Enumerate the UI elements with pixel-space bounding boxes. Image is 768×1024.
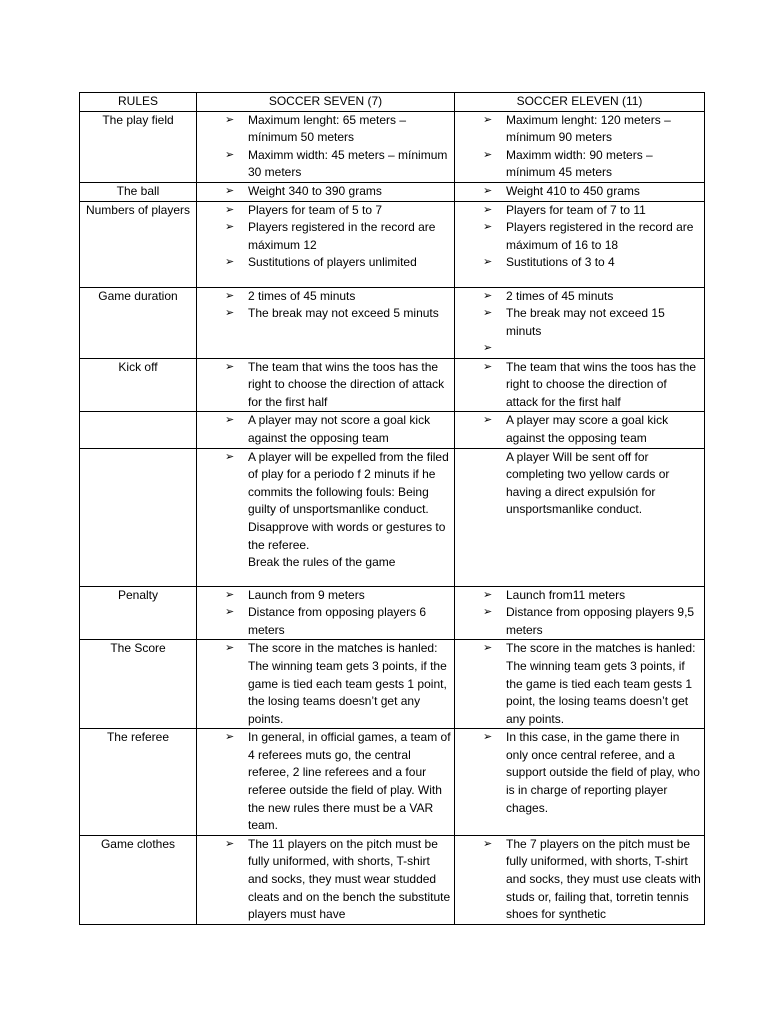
list-item (199, 449, 452, 519)
table-row (80, 111, 705, 182)
bullet-list (199, 202, 452, 272)
soccer-eleven-cell (455, 412, 705, 448)
table-row (80, 640, 705, 729)
bullet-list (457, 112, 702, 182)
soccer-seven-cell (197, 201, 455, 287)
arrow-bullet-icon: ➢ (225, 289, 235, 302)
arrow-bullet-icon: ➢ (483, 837, 493, 850)
list-item (457, 412, 702, 447)
list-item-text: Maximm width: 90 meters – mínimum 45 meters (506, 147, 653, 180)
bullet-list (199, 359, 452, 412)
soccer-seven-cell (197, 835, 455, 924)
list-item-text: The team that wins the toos has the right to choose the direction of attack for the first half (248, 359, 445, 409)
list-item (199, 202, 452, 220)
rule-name-cell: Numbers of players (80, 201, 197, 287)
list-item (457, 836, 702, 924)
list-item-text: 2 times of 45 minuts (248, 288, 356, 303)
bullet-list (199, 729, 452, 835)
bullet-list (199, 449, 452, 572)
list-item-text: A player will be expelled from the filed of play for a periodo f 2 minuts if he commits the following fouls: Being guilty of unsportsmanlike conduct. (248, 449, 449, 517)
list-item (457, 729, 702, 817)
table-row (80, 448, 705, 586)
bullet-list (199, 183, 452, 201)
rule-name-cell (80, 412, 197, 448)
list-item (457, 147, 702, 182)
bullet-list (199, 587, 452, 640)
list-item-text: The 11 players on the pitch must be fully uniformed, with shorts, T-shirt and socks, they must wear studded cleats and on the bench the substitute players must have (248, 836, 451, 922)
arrow-bullet-icon: ➢ (483, 731, 493, 744)
rule-name-cell (80, 448, 197, 586)
bullet-list (457, 288, 702, 355)
soccer-eleven-cell (455, 287, 705, 358)
list-item (457, 254, 702, 272)
list-item-text: The 7 players on the pitch must be fully uniformed, with shorts, T-shirt and socks, they must use cleats with studs or, failing that, torretin tennis shoes for synthetic (506, 836, 701, 922)
soccer-eleven-cell (455, 586, 705, 640)
list-item-text: Maximum lenght: 65 meters – mínimum 50 meters (248, 112, 407, 145)
list-item (457, 112, 702, 147)
bullet-list (457, 640, 702, 728)
bullet-list (457, 183, 702, 201)
soccer-seven-cell (197, 287, 455, 358)
list-item (457, 183, 702, 201)
list-item (199, 587, 452, 605)
list-item (457, 359, 702, 412)
list-item-text: Launch from11 meters (506, 587, 626, 602)
soccer-seven-cell (197, 182, 455, 201)
arrow-bullet-icon: ➢ (225, 731, 235, 744)
rule-name-cell: The Score (80, 640, 197, 729)
bullet-list (199, 112, 452, 182)
arrow-bullet-icon: ➢ (225, 837, 235, 850)
list-item-text: Players for team of 7 to 11 (506, 202, 646, 217)
list-item-text: In this case, in the game there in only once central referee, and a support outside the field of play, who is in charge of reporting player chages. (506, 730, 700, 815)
list-item-text: A player may not score a goal kick against the opposing team (248, 413, 431, 445)
arrow-bullet-icon: ➢ (483, 414, 493, 427)
table-row (80, 835, 705, 924)
list-item (199, 147, 452, 182)
arrow-bullet-icon: ➢ (483, 642, 493, 655)
list-item-text: Maximum lenght: 120 meters – mínimum 90 meters (506, 112, 671, 145)
bullet-list (457, 359, 702, 412)
list-item-text: Players registered in the record are máximum 12 (248, 220, 436, 252)
arrow-bullet-icon: ➢ (225, 414, 235, 427)
soccer-eleven-cell (455, 729, 705, 836)
arrow-bullet-icon: ➢ (225, 221, 235, 234)
arrow-bullet-icon: ➢ (483, 148, 493, 161)
soccer-seven-cell (197, 640, 455, 729)
list-item-text: The break may not exceed 15 minuts (506, 306, 665, 338)
arrow-bullet-icon: ➢ (225, 184, 235, 197)
rule-name-cell: The referee (80, 729, 197, 836)
list-item (199, 640, 452, 728)
arrow-bullet-icon: ➢ (483, 342, 493, 355)
arrow-bullet-icon: ➢ (483, 307, 493, 320)
list-item (199, 729, 452, 835)
header-rules: RULES (80, 93, 197, 112)
arrow-bullet-icon: ➢ (483, 289, 493, 302)
arrow-bullet-icon: ➢ (225, 113, 235, 126)
bullet-list (199, 288, 452, 323)
list-item (457, 305, 702, 340)
bullet-list (457, 449, 702, 519)
bullet-list (199, 640, 452, 728)
list-item (199, 412, 452, 447)
table-row (80, 729, 705, 836)
soccer-seven-cell (197, 358, 455, 412)
bullet-list (457, 587, 702, 640)
arrow-bullet-icon: ➢ (225, 360, 235, 373)
arrow-bullet-icon: ➢ (483, 203, 493, 216)
rule-name-cell: Game duration (80, 287, 197, 358)
list-item-text: The score in the matches is hanled: The winning team gets 3 points, if the game is tied each team gests 1 point, the losing teams doesn’t get any points. (248, 641, 447, 726)
list-item (457, 604, 702, 639)
soccer-seven-cell (197, 586, 455, 640)
table-row (80, 287, 705, 358)
list-item-text: 2 times of 45 minuts (506, 288, 614, 303)
list-item (457, 449, 702, 519)
header-soccer-seven: SOCCER SEVEN (7) (197, 93, 455, 112)
arrow-bullet-icon: ➢ (225, 588, 235, 601)
rule-name-cell: The play field (80, 111, 197, 182)
arrow-bullet-icon: ➢ (483, 113, 493, 126)
list-item (199, 305, 452, 323)
arrow-bullet-icon: ➢ (225, 203, 235, 216)
table-row (80, 412, 705, 448)
list-item (457, 202, 702, 220)
table-row (80, 586, 705, 640)
soccer-eleven-cell (455, 835, 705, 924)
arrow-bullet-icon: ➢ (483, 221, 493, 234)
arrow-bullet-icon: ➢ (483, 256, 493, 269)
list-item (457, 219, 702, 254)
bullet-list (457, 836, 702, 924)
list-item (199, 836, 452, 924)
list-item (199, 359, 452, 412)
list-item (457, 587, 702, 605)
bullet-list (457, 412, 702, 447)
soccer-eleven-cell (455, 111, 705, 182)
arrow-bullet-icon: ➢ (483, 360, 493, 373)
list-item-text: In general, in official games, a team of 4 referees muts go, the central referee, 2 line referees and a four referee outside the field of play. With the new rules there must be a VAR team. (248, 730, 451, 833)
soccer-eleven-cell (455, 358, 705, 412)
arrow-bullet-icon: ➢ (225, 450, 235, 463)
list-item-text: A player Will be sent off for completing two yellow cards or having a direct expulsión for unsportsmanlike conduct. (506, 449, 670, 517)
header-row (80, 93, 705, 112)
table-row (80, 358, 705, 412)
arrow-bullet-icon: ➢ (483, 588, 493, 601)
header-soccer-eleven: SOCCER ELEVEN (11) (455, 93, 705, 112)
list-item-text: The score in the matches is hanled: The winning team gets 3 points, if the game is tied each team gests 1 point, the losing teams doesn’t get any points. (506, 641, 696, 726)
list-item (199, 519, 452, 554)
list-item-text: Weight 410 to 450 grams (506, 183, 640, 198)
bullet-list (457, 202, 702, 272)
list-item-text: Sustitutions of players unlimited (248, 255, 417, 270)
arrow-bullet-icon: ➢ (483, 184, 493, 197)
soccer-seven-cell (197, 111, 455, 182)
list-item-text: Sustitutions of 3 to 4 (506, 255, 615, 270)
soccer-seven-cell (197, 412, 455, 448)
list-item (199, 604, 452, 639)
soccer-seven-cell (197, 729, 455, 836)
arrow-bullet-icon: ➢ (483, 606, 493, 619)
list-item (199, 112, 452, 147)
list-item-text: The team that wins the toos has the right to choose the direction of attack for the first half (506, 359, 697, 409)
arrow-bullet-icon: ➢ (225, 642, 235, 655)
list-item-text: Distance from opposing players 6 meters (248, 605, 427, 637)
list-item (199, 554, 452, 572)
arrow-bullet-icon: ➢ (225, 307, 235, 320)
list-item-text: Launch from 9 meters (248, 587, 365, 602)
bullet-list (199, 836, 452, 924)
rule-name-cell: Penalty (80, 586, 197, 640)
arrow-bullet-icon: ➢ (225, 256, 235, 269)
table-row (80, 182, 705, 201)
list-item (199, 183, 452, 201)
rule-name-cell: Kick off (80, 358, 197, 412)
bullet-list (199, 412, 452, 447)
arrow-bullet-icon: ➢ (225, 606, 235, 619)
rule-name-cell: The ball (80, 182, 197, 201)
rule-name-cell: Game clothes (80, 835, 197, 924)
list-item-text: Disapprove with words or gestures to the referee. (248, 519, 446, 552)
soccer-seven-cell (197, 448, 455, 586)
list-item-text: A player may score a goal kick against the opposing team (506, 413, 669, 445)
bullet-list (457, 729, 702, 817)
list-item (199, 288, 452, 306)
list-item-text: Players registered in the record are máximum of 16 to 18 (506, 220, 694, 252)
list-item (199, 254, 452, 272)
list-item-text: Maximm width: 45 meters – mínimum 30 meters (248, 147, 448, 180)
arrow-bullet-icon: ➢ (225, 148, 235, 161)
list-item (199, 219, 452, 254)
list-item-text: Distance from opposing players 9,5 meters (506, 605, 695, 637)
list-item-text: Break the rules of the game (248, 555, 396, 570)
list-item-text: Weight 340 to 390 grams (248, 183, 382, 198)
soccer-eleven-cell (455, 182, 705, 201)
rules-comparison-table (79, 92, 705, 925)
list-item (457, 288, 702, 306)
list-item-text: The break may not exceed 5 minuts (248, 306, 439, 321)
list-item (457, 640, 702, 728)
soccer-eleven-cell (455, 448, 705, 586)
table-row (80, 201, 705, 287)
soccer-eleven-cell (455, 640, 705, 729)
soccer-eleven-cell (455, 201, 705, 287)
list-item-text: Players for team of 5 to 7 (248, 202, 383, 217)
